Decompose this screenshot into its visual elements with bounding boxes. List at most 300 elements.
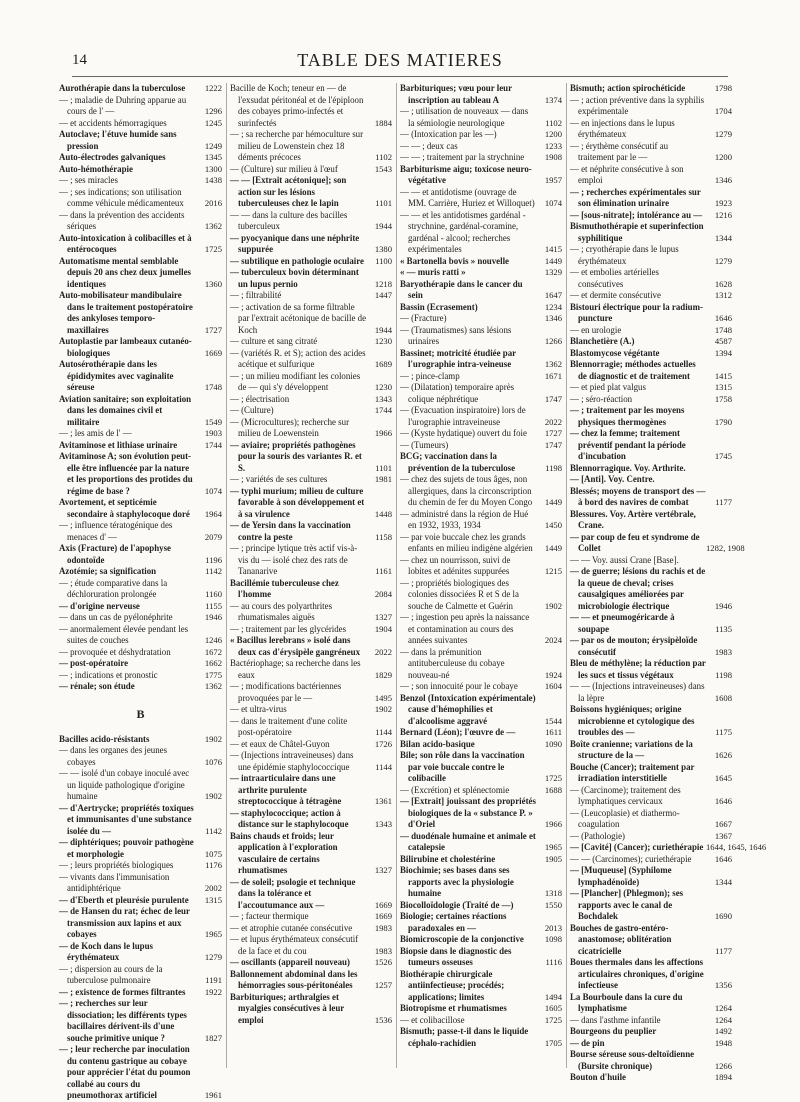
entry-text: — (Leucoplasie) et diathermo-coagulation [570,807,680,829]
entry-text: — et pied plat valgus [570,382,646,392]
entry-text: — (Fracture) [400,313,447,323]
entry-page-ref: 1447 [374,290,392,300]
index-entry [230,578,392,601]
entry-page-ref: 1981 [374,474,392,484]
index-entry [400,152,562,164]
index-entry [230,405,392,417]
index-entry [59,290,222,336]
index-entry [400,509,562,532]
entry-page-ref: 1449 [544,255,562,266]
entry-text: — en injections dans le lupus érythémateux [570,117,675,139]
entry-page-ref: 1361 [374,796,392,806]
index-entry [570,566,732,612]
entry-page-ref: 1218 [374,278,392,289]
index-entry [400,969,562,1004]
entry-text: Bactériophage; sa recherche dans les eaux [230,658,361,680]
entry-page-ref: 1343 [374,819,392,829]
entry-page-ref: 1923 [714,198,732,208]
entry-page-ref: 1689 [374,359,392,369]
entry-page-ref: 2013 [544,922,562,933]
index-entry [570,221,732,244]
entry-page-ref: 1965 [204,929,222,939]
entry-text: — ; ses miracles [59,175,118,185]
entry-page-ref: 1155 [205,600,222,611]
entry-text: — — et les antidotismes gardénal - strychnine, gardénal-coramine, gardénal - alcool; recherches expérimentales [400,209,526,254]
index-entry [230,658,392,681]
index-entry [230,831,392,877]
entry-page-ref: 1144 [375,761,392,772]
index-entry [400,934,562,946]
entry-page-ref: 1790 [714,416,732,427]
entry-page-ref: 1903 [204,428,222,438]
index-entry [570,854,732,866]
entry-text: — ; traitement par les glycérides [230,623,347,634]
entry-text: — et dermite consécutive [570,290,661,300]
entry-text: — (Intoxication par les —) [400,129,497,139]
index-entry [59,118,222,130]
index-entry [400,313,562,325]
entry-page-ref: 1215 [544,566,562,576]
entry-text: — — [Extrait acétonique]; son action sur les lésions tuberculeuses chez le lapin [230,175,347,208]
index-entry [400,187,562,210]
entry-page-ref: 1758 [714,393,732,404]
entry-text: Bleu de méthylène; la réduction par les sucs et tissus végétaux [570,658,706,680]
index-entry [400,405,562,428]
entry-text: Blennorragie; méthodes actuelles de diagnostic et de traitement [570,359,696,381]
index-entry [230,440,392,475]
entry-page-ref: 1948 [714,1037,732,1048]
entry-text: — en urologie [570,324,622,335]
entry-page-ref: 1100 [375,255,392,266]
entry-page-ref: 1662 [204,658,222,668]
entry-page-ref: 1608 [714,692,732,703]
entry-page-ref: 1798 [714,83,732,93]
entry-page-ref: 1362 [204,681,222,691]
index-entry [570,923,732,958]
entry-text: — ; cryothérapie dans le lupus érythémateux [570,244,679,266]
entry-page-ref: 1102 [545,117,562,128]
entry-text: Blennorragique. Voy. Arthrite. [570,462,686,473]
entry-text: — [sous-nitrate]; intolérance au — [570,209,703,220]
entry-text: — ; ingestion peu après la naissance et contamination au cours des années suivantes [400,612,530,645]
index-entry [400,302,562,314]
index-entry [230,808,392,831]
entry-page-ref: 1908 [544,152,562,162]
entry-text: Barbituriques; vœu pour leur inscription au tableau A [400,83,512,105]
index-entry [570,555,732,567]
index-entry [400,578,562,613]
index-entry [400,1015,562,1027]
entry-text: — et lupus érythémateux consécutif de la face et du cou [230,934,359,956]
entry-text: — vivants dans l'immunisation antidiphtérique [59,871,170,893]
entry-page-ref: 2022 [544,416,562,427]
entry-page-ref: 1222 [204,83,222,93]
index-entry [400,325,562,348]
entry-text: — pyocyanique dans une néphrite suppurée [230,232,360,254]
entry-text: — ; modifications bactériennes provoquées par le — [230,681,342,703]
index-entry [570,992,732,1015]
index-entry [59,95,222,118]
entry-page-ref: 1646 [714,796,732,806]
entry-text: — d'Aertrycke; propriétés toxiques et immunisantes d'une substance isolée du — [59,802,194,836]
index-entry [230,877,392,912]
entry-page-ref: 1362 [204,221,222,231]
entry-text: — — et pneumogéricarde à soupape [570,612,675,634]
entry-text: — diphtériques; pouvoir pathogène et morphologie [59,837,194,859]
index-entry [400,612,562,647]
entry-text: Autosérothérapie dans les épididymites avec vaginalite séreuse [59,359,174,392]
entry-page-ref: 1964 [204,508,222,519]
entry-page-ref: 1161 [375,566,392,576]
entry-text: — et atrophie cutanée consécutive [230,922,353,933]
entry-text: Boues thermales dans les affections articulaires chroniques, d'origine infectieuse [570,957,704,990]
entry-text: Bistouri électrique pour la radium-puncture [570,301,703,323]
index-entry [59,837,222,860]
entry-page-ref: 1961 [204,1090,222,1100]
index-entry [59,860,222,872]
entry-text: — typhi murium; milieu de culture favorable à son développement et à sa virulence [230,485,365,519]
index-entry [570,359,732,382]
entry-page-ref: 1494 [544,991,562,1002]
entry-text: — [Plancher] (Phlegmon); ses rapports avec le canal de Bochdalek [570,888,684,921]
index-entry [59,83,222,95]
index-entry [400,946,562,969]
index-entry [59,647,222,659]
index-entry [570,612,732,635]
index-entry [230,750,392,773]
index-entry [400,83,562,106]
entry-page-ref: 1279 [714,255,732,266]
index-entry [400,348,562,371]
index-entry [59,394,222,429]
entry-page-ref: 1074 [544,198,562,208]
entry-page-ref: 1346 [544,313,562,323]
entry-text: — — Voy. aussi Crane [Base]. [570,554,679,565]
entry-page-ref: 1946 [204,612,222,622]
index-entry [230,83,392,129]
index-entry [570,865,732,888]
entry-page-ref: 1296 [204,106,222,116]
entry-page-ref: 1647 [544,290,562,300]
entry-page-ref: 1196 [205,554,222,565]
index-entry [230,302,392,337]
entry-page-ref: 1360 [204,278,222,289]
entry-page-ref: 1101 [375,462,392,473]
index-entry [570,704,732,739]
entry-text: — (Excrétion) et splénectomie [400,784,510,795]
entry-text: — — dans la culture des bacilles tuberculeux [230,209,348,231]
entry-text: Aurothérapie dans la tuberculose [59,83,186,93]
entry-text: — ; électrisation [230,393,290,404]
index-entry [230,348,392,371]
entry-text: « — muris ratti » [400,267,466,277]
index-entry [230,520,392,543]
index-entry [59,681,222,693]
index-entry [570,187,732,210]
index-entry [570,348,732,360]
entry-text: Biothérapie chirurgicale antiinfectieuse; procédés; applications; limites [400,968,505,1002]
entry-page-ref: 1246 [204,635,222,645]
index-columns [56,83,767,1100]
entry-page-ref: 1315 [204,894,222,905]
index-entry [230,394,392,406]
entry-page-ref: 1075 [204,848,222,859]
entry-text: — — ; traitement par la strychnine [400,152,525,162]
entry-text: — (variétés R. et S); action des acides acétique et sulfurique [230,347,366,369]
entry-page-ref: 1669 [374,911,392,921]
entry-page-ref: 1230 [374,336,392,346]
entry-text: Azotémie; sa signification [59,566,157,576]
entry-text: Biotropisme et rhumatismes [400,1003,507,1013]
index-entry [230,175,392,210]
entry-text: Bismuth; action spirochéticide [570,83,686,93]
entry-text: Bernard (Léon); l'œuvre de — [400,727,516,737]
entry-text: — ; utilisation de nouveaux — dans la sémiologie neurologique [400,106,529,128]
entry-page-ref: 1704 [714,106,732,116]
entry-text: — ; leurs propriétés biologiques [59,860,174,870]
entry-page-ref: 1200 [714,152,732,162]
index-entry [230,417,392,440]
entry-page-ref: 1725 [544,1014,562,1025]
entry-text: Ballonnement abdominal dans les hémorragies sous-péritonéales [230,968,358,990]
entry-text: — [Extrait] jouissant des propriétés biologiques de la « substance P. » d'Oriel [400,796,536,829]
entry-text: Auto-électrodes galvaniques [59,152,166,162]
entry-page-ref: 1249 [204,140,222,151]
entry-text: — (Traumatismes) sans lésions urinaires [400,324,512,346]
entry-text: Avitaminose et lithiase urinaire [59,439,178,450]
entry-text: — d'origine nerveuse [59,600,140,611]
entry-text: Auto-intoxication à colibacilles et à entérocoques [59,232,192,254]
entry-page-ref: 2024 [544,635,562,645]
entry-text: Autoclave; l'étuve humide sans pression [59,129,177,151]
index-entry [400,532,562,555]
entry-page-ref: 1688 [544,784,562,795]
index-entry [400,474,562,509]
index-entry [570,118,732,141]
entry-page-ref: 1279 [714,129,732,139]
index-entry [400,750,562,785]
header-rule [72,76,728,77]
entry-text: Bouche (Cancer); traitement par irradiation interstitielle [570,761,695,783]
index-entry [400,911,562,934]
entry-text: — ; action préventive dans la syphilis expérimentale [570,94,705,116]
entry-page-ref: 1327 [374,865,392,875]
entry-page-ref: 1492 [714,1026,732,1036]
entry-text: Auto-hémothérapie [59,163,133,174]
entry-text: — dans le traitement d'une colite post-opératoire [230,715,348,737]
entry-text: — (Microcultures); recherche sur milieu de Loewenstein [230,416,350,438]
entry-text: Benzol (Intoxication expérimentale) cause d'hémophilies et d'alcoolisme aggravé [400,692,536,726]
entry-text: — ; son innocuité pour le cobaye [400,681,518,691]
entry-page-ref: 1495 [374,692,392,703]
entry-text: — (Tumeurs) [400,439,449,450]
entry-text: — dans les organes des jeunes cobayes [59,745,168,767]
entry-text: — chez un nourrisson, suivi de lobites et adénites suppurées [400,554,511,576]
index-entry [570,658,732,681]
entry-text: Biochimie; ses bases dans ses rapports avec la physiologie humaine [400,865,514,898]
entry-page-ref: 1230 [374,382,392,392]
entry-text: — ; traitement par les moyens physiques thermogènes [570,405,685,427]
entry-text: — par coup de feu et syndrome de Collet [570,531,700,553]
index-entry [230,957,392,969]
entry-page-ref: 4587 [714,336,732,346]
entry-text: BCG; vaccination dans la prévention de la tuberculose [400,451,516,473]
entry-text: Bacille de Koch; teneur en — de l'exsudat péritonéal et de l'épiploon des cobayes primo-infectés et surinfectés [230,83,364,128]
index-entry [230,739,392,751]
entry-page-ref: 1380 [374,244,392,254]
index-entry [230,716,392,739]
entry-text: — ; recherches sur leur dissociation; les différents types bacillaires dérivent-ils d'une souche primitive unique ? [59,998,187,1043]
entry-text: Barbituriques; arthralgies et myalgies consécutives à leur emploi [230,991,345,1025]
entry-page-ref: 1216 [714,209,732,220]
index-entry [570,210,732,222]
entry-page-ref: 1944 [374,221,392,231]
entry-page-ref: 1074 [204,485,222,496]
entry-page-ref: 1234 [544,301,562,312]
entry-text: — et accidents hémorragiques [59,117,167,128]
index-entry [230,233,392,256]
index-entry [230,474,392,486]
entry-text: — (Dilatation) temporaire après colique néphrétique [400,382,515,404]
entry-page-ref: 1158 [375,531,392,542]
entry-page-ref: 1142 [205,825,222,836]
entry-page-ref: 1946 [714,600,732,611]
index-entry [570,1015,732,1027]
entry-page-ref: 1747 [544,439,562,450]
index-entry [59,895,222,907]
index-entry [400,440,562,452]
entry-text: Barbiturisme aigu; toxicose neuro-végétative [400,163,532,185]
index-entry [570,164,732,187]
index-entry [230,635,392,658]
index-entry [400,693,562,728]
index-entry [230,934,392,957]
entry-page-ref: 1747 [544,393,562,404]
entry-text: — et ultra-virus [230,704,287,714]
entry-text: Baryothérapie dans le cancer du sein [400,278,523,300]
entry-page-ref: 1264 [714,1014,732,1025]
entry-text: — de Yersin dans la vaccination contre la peste [230,520,351,542]
entry-text: — ; propriétés biologiques des colonies dissociées R et S de la souche de Calmette et Guérin [400,577,519,611]
entry-page-ref: 2002 [204,883,222,893]
index-entry [59,164,222,176]
entry-page-ref: 1362 [544,359,562,369]
index-entry [570,739,732,762]
index-entry [570,1049,732,1072]
entry-text: — provoquée et déshydratation [59,646,171,657]
index-entry [230,601,392,624]
index-entry [59,941,222,964]
index-entry [400,451,562,474]
entry-text: Biomicroscopie de la conjonctive [400,934,524,944]
index-entry [570,635,732,658]
index-column-4 [566,83,767,1082]
index-entry [59,1044,222,1102]
section-letter: B [136,706,145,721]
entry-text: — ; influence tératogénique des menaces d' — [59,520,173,542]
entry-page-ref: 1902 [204,733,222,744]
entry-text: Bile; son rôle dans la vaccination par voie buccale contre le colibacille [400,750,525,783]
entry-page-ref: 1144 [375,727,392,737]
entry-text: — ; facteur thermique [230,911,309,921]
index-entry [230,624,392,636]
entry-text: Automatisme mental semblable depuis 20 ans chez deux jumelles identiques [59,255,192,289]
entry-text: — duodénale humaine et animale et catalepsie [400,830,536,852]
entry-page-ref: 1775 [204,669,222,680]
entry-text: — de Hansen du rat; échec de leur transmission aux lapins et aux cobayes [59,906,190,939]
index-entry [570,141,732,164]
index-entry [570,1072,732,1084]
index-entry [59,497,222,520]
index-entry [230,969,392,992]
entry-text: — ; sa recherche par hémoculture sur milieu de Lowenstein chez 18 déments précoces [230,129,364,162]
entry-page-ref: 1245 [204,117,222,128]
entry-text: Bacilles acido-résistants [59,733,150,744]
index-entry [400,681,562,693]
index-entry [570,762,732,785]
entry-page-ref: 1329 [544,267,562,277]
entry-text: — (Kyste hydatique) ouvert du foie [400,428,527,438]
index-entry [400,210,562,256]
entry-page-ref: 1611 [545,727,562,737]
entry-page-ref: 1116 [545,957,562,967]
index-entry [400,1026,562,1049]
entry-page-ref: 1327 [374,612,392,622]
entry-page-ref: 1266 [544,336,562,346]
index-entry [230,164,392,176]
entry-page-ref: 1536 [374,1014,392,1025]
index-entry [59,612,222,624]
entry-page-ref: 1344 [714,876,732,887]
entry-page-ref: 1175 [715,727,732,737]
entry-page-ref: 1983 [714,646,732,657]
index-entry [570,831,732,843]
entry-text: — chez la femme; traitement préventif pendant la période d'incubation [570,428,686,461]
index-entry [230,336,392,348]
entry-page-ref: 1345 [204,152,222,162]
entry-text: — administré dans la région de Hué en 1932, 1933, 1934 [400,508,529,530]
entry-text: — par voie buccale chez les grands enfants en milieu indigène algérien [400,531,533,553]
entry-text: — — isolé d'un cobaye inoculé avec un liquide pathologique d'origine humaine [59,768,190,801]
index-entry [570,302,732,325]
index-entry [59,670,222,682]
entry-page-ref: 1727 [544,428,562,438]
entry-text: — ; les amis de l' — [59,428,132,438]
entry-page-ref: 1315 [714,382,732,392]
index-entry [570,957,732,992]
entry-text: — (Pathologie) [570,830,625,841]
entry-page-ref: 1725 [204,244,222,254]
index-entry [400,106,562,129]
index-entry [400,865,562,900]
entry-text: — ; principe lytique très actif vis-à-vis du — isolé chez des rats de Tananarive [230,543,358,576]
entry-text: — ; variétés de ses cultures [230,474,328,484]
index-entry [230,923,392,935]
entry-text: — dans la prémunition antituberculeuse du cobaye nouveau-né [400,646,505,680]
entry-text: — culture et sang citraté [230,336,318,346]
index-entry [230,210,392,233]
entry-text: Blastomycose végétante [570,347,660,358]
entry-text: Bismuthothérapie et superinfection syphilitique [570,221,704,243]
entry-page-ref: 1394 [714,347,732,358]
entry-page-ref: 1198 [545,462,562,473]
entry-page-ref: 1300 [204,163,222,174]
entry-page-ref: 1628 [714,278,732,289]
index-entry [230,773,392,808]
index-entry [570,394,732,406]
entry-text: — — (Injections intraveineuses) dans la lèpre [570,681,705,703]
entry-page-ref: 1102 [375,152,392,162]
